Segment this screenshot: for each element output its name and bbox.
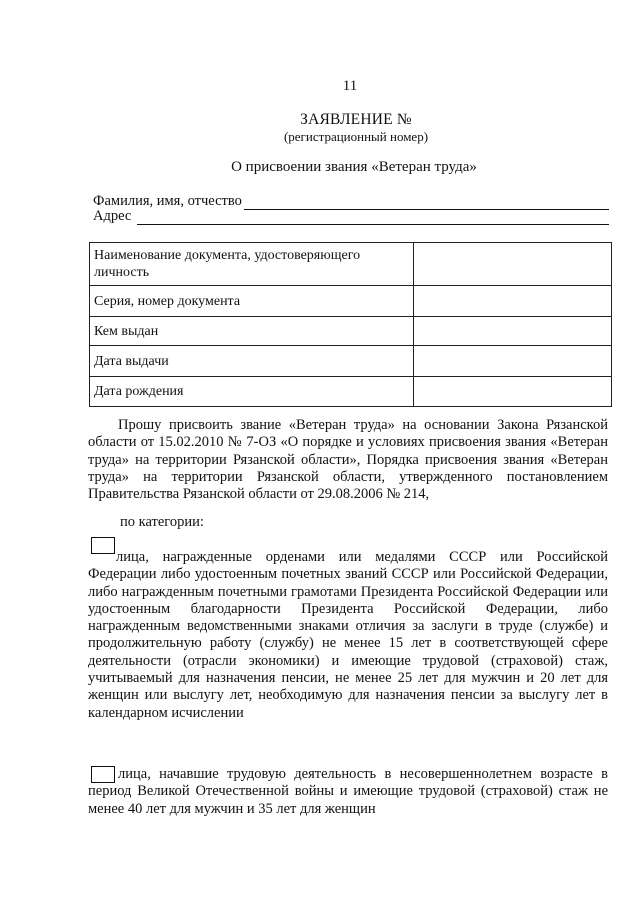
- table-row: [90, 286, 612, 317]
- table-row: [90, 317, 612, 346]
- table-cell-label: Кем выдан: [90, 317, 414, 346]
- address-label: Адрес: [93, 208, 132, 224]
- table-cell-label: Дата выдачи: [90, 346, 414, 377]
- table-cell-value[interactable]: [414, 346, 612, 377]
- address-field[interactable]: [93, 208, 609, 225]
- document-title: ЗАЯВЛЕНИЕ №: [300, 111, 412, 128]
- table-cell-label: Наименование документа, удостоверяющего личность: [90, 243, 414, 286]
- category-label: по категории:: [120, 514, 204, 530]
- document-subject: О присвоении звания «Ветеран труда»: [231, 159, 477, 175]
- table-cell-value[interactable]: [414, 243, 612, 286]
- table-cell-label: Дата рождения: [90, 377, 414, 407]
- request-paragraph: Прошу присвоить звание «Ветеран труда» на основании Закона Рязанской области от 15.02.2010 № 7-ОЗ «О порядке и условиях присвоения звания «Ветеран труда» на территории Рязанской области», Порядка присвоения звания «Ветеран труда» на территории Рязанской области, утвержденного постановлением Правительства Рязанской области от 29.08.2006 № 214,: [88, 417, 608, 503]
- table-cell-value[interactable]: [414, 286, 612, 317]
- category-2-text: лица, начавшие трудовую деятельность в несовершеннолетнем возрасте в период Великой Отечественной войны и имеющие трудовой (страховой) стаж не менее 40 лет для мужчин и 35 лет для женщин: [88, 766, 608, 817]
- table-cell-label: Серия, номер документа: [90, 286, 414, 317]
- page-number: 11: [342, 78, 358, 94]
- identity-document-table: [89, 242, 612, 407]
- table-row: [90, 243, 612, 286]
- category-1-text: лица, награжденные орденами или медалями СССР или Российской Федерации либо удостоенным почетных званий СССР или Российской Федерации, либо награжденным почетными грамотами Президента Российской Федерации или удостоенным благодарности Президента Российской Федерации, либо награжденным ведомственными знаками отличия за заслуги в труде (службе) и продолжительную работу (службу) не менее 15 лет в соответствующей сфере деятельности (отрасли экономики) и имеющие трудовой (страховой) стаж, учитываемый для назначения пенсии, не менее 25 лет для мужчин и 20 лет для женщин или выслугу лет, необходимую для назначения пенсии за выслугу лет в календарном исчислении: [88, 549, 608, 721]
- table-row: [90, 377, 612, 407]
- address-input-line[interactable]: [137, 210, 609, 225]
- table-cell-value[interactable]: [414, 317, 612, 346]
- table-row: [90, 346, 612, 377]
- table-cell-value[interactable]: [414, 377, 612, 407]
- document-subtitle: (регистрационный номер): [283, 129, 429, 144]
- fio-label: Фамилия, имя, отчество: [93, 193, 242, 209]
